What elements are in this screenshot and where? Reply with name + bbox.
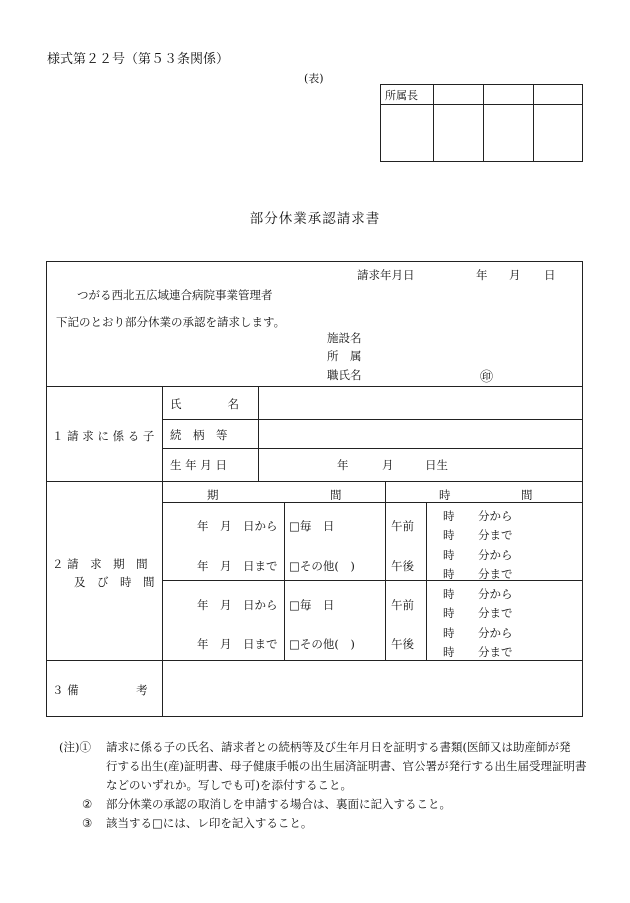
side-indicator: (表) bbox=[304, 72, 324, 85]
period-to[interactable]: 年 月 日まで bbox=[197, 637, 278, 651]
position-name-label: 職氏名 bbox=[327, 368, 362, 382]
approval-stamp-table bbox=[380, 84, 583, 162]
divider bbox=[47, 660, 582, 661]
stamp-box[interactable] bbox=[434, 105, 484, 162]
divider bbox=[284, 502, 285, 660]
section3-label: ３ 備 考 bbox=[52, 683, 148, 697]
child-name-field[interactable] bbox=[307, 392, 577, 416]
relation-label: 続 柄 等 bbox=[170, 428, 228, 442]
seal-mark: ㊞ bbox=[480, 370, 494, 385]
hour-label[interactable]: 時 bbox=[443, 567, 455, 581]
birth-month[interactable]: 月 bbox=[382, 458, 394, 472]
note-3: 該当する□には、レ印を記入すること。 bbox=[106, 816, 313, 830]
time-header-2: 間 bbox=[521, 488, 533, 502]
request-form bbox=[46, 261, 583, 717]
minute-to-label[interactable]: 分まで bbox=[478, 645, 513, 659]
request-date-year[interactable]: 年 bbox=[476, 268, 488, 282]
period-header-1: 期 bbox=[207, 488, 219, 502]
request-statement: 下記のとおり部分休業の承認を請求します。 bbox=[56, 315, 286, 329]
request-date-day[interactable]: 日 bbox=[544, 268, 556, 282]
period-to[interactable]: 年 月 日まで bbox=[197, 559, 278, 573]
pm-label: 午後 bbox=[391, 637, 414, 651]
other-checkbox[interactable]: □その他( ) bbox=[289, 559, 355, 573]
minute-from-label[interactable]: 分から bbox=[478, 626, 513, 640]
birthdate-label: 生 年 月 日 bbox=[170, 458, 227, 472]
divider bbox=[162, 502, 582, 503]
minute-from-label[interactable]: 分から bbox=[478, 587, 513, 601]
minute-to-label[interactable]: 分まで bbox=[478, 528, 513, 542]
note-2-mark: ② bbox=[82, 797, 93, 811]
stamp-cell[interactable] bbox=[534, 85, 583, 105]
hour-label[interactable]: 時 bbox=[443, 645, 455, 659]
stamp-label: 所属長 bbox=[381, 85, 434, 105]
child-name-label: 氏 名 bbox=[170, 397, 239, 411]
stamp-box[interactable] bbox=[484, 105, 534, 162]
divider bbox=[162, 448, 582, 449]
divider bbox=[162, 419, 582, 420]
note-1-line-1: 請求に係る子の氏名、請求者との続柄等及び生年月日を証明する書類(医師又は助産師が発 bbox=[106, 740, 571, 754]
pm-label: 午後 bbox=[391, 559, 414, 573]
affiliation-label: 所 属 bbox=[327, 349, 362, 363]
section2-label-line2: 及 び 時 間 bbox=[74, 575, 155, 589]
request-date-label: 請求年月日 bbox=[357, 268, 415, 282]
remarks-field[interactable] bbox=[167, 666, 577, 712]
divider bbox=[162, 580, 582, 581]
am-label: 午前 bbox=[391, 598, 414, 612]
document-title: 部分休業承認請求書 bbox=[249, 211, 381, 227]
divider bbox=[426, 502, 427, 660]
stamp-box[interactable] bbox=[381, 105, 434, 162]
birth-year[interactable]: 年 bbox=[337, 458, 349, 472]
stamp-box[interactable] bbox=[534, 105, 583, 162]
divider bbox=[385, 481, 386, 660]
note-2: 部分休業の承認の取消しを申請する場合は、裏面に記入すること。 bbox=[106, 797, 451, 811]
minute-to-label[interactable]: 分まで bbox=[478, 567, 513, 581]
section1-label: １ 請 求 に 係 る 子 bbox=[52, 429, 155, 443]
relation-field[interactable] bbox=[307, 422, 577, 446]
section2-label-line1: ２ 請 求 期 間 bbox=[52, 557, 148, 571]
period-from[interactable]: 年 月 日から bbox=[197, 519, 278, 533]
minute-to-label[interactable]: 分まで bbox=[478, 606, 513, 620]
note-prefix: (注)① bbox=[59, 740, 91, 754]
note-1-line-2: 行する出生(産)証明書、母子健康手帳の出生届済証明書、官公署が発行する出生届受理証明書 bbox=[106, 759, 587, 773]
divider bbox=[162, 386, 163, 716]
divider bbox=[258, 386, 259, 481]
hour-label[interactable]: 時 bbox=[443, 548, 455, 562]
note-1-line-3: などのいずれか。写しでも可)を添付すること。 bbox=[106, 778, 352, 792]
period-header-2: 間 bbox=[330, 488, 342, 502]
birth-day[interactable]: 日生 bbox=[425, 458, 448, 472]
note-3-mark: ③ bbox=[82, 816, 93, 830]
minute-from-label[interactable]: 分から bbox=[478, 548, 513, 562]
period-from[interactable]: 年 月 日から bbox=[197, 598, 278, 612]
minute-from-label[interactable]: 分から bbox=[478, 509, 513, 523]
other-checkbox[interactable]: □その他( ) bbox=[289, 637, 355, 651]
facility-label: 施設名 bbox=[327, 331, 362, 345]
divider bbox=[47, 481, 582, 482]
stamp-cell[interactable] bbox=[484, 85, 534, 105]
hour-label[interactable]: 時 bbox=[443, 606, 455, 620]
divider bbox=[47, 386, 582, 387]
request-date-month[interactable]: 月 bbox=[509, 268, 521, 282]
time-header-1: 時 bbox=[439, 488, 451, 502]
am-label: 午前 bbox=[391, 519, 414, 533]
form-number: 様式第２２号（第５３条関係） bbox=[47, 52, 230, 67]
addressee: つがる西北五広域連合病院事業管理者 bbox=[77, 288, 273, 302]
hour-label[interactable]: 時 bbox=[443, 528, 455, 542]
hour-label[interactable]: 時 bbox=[443, 509, 455, 523]
daily-checkbox[interactable]: □毎 日 bbox=[289, 598, 335, 612]
notes bbox=[59, 738, 586, 833]
hour-label[interactable]: 時 bbox=[443, 626, 455, 640]
hour-label[interactable]: 時 bbox=[443, 587, 455, 601]
daily-checkbox[interactable]: □毎 日 bbox=[289, 519, 335, 533]
stamp-cell[interactable] bbox=[434, 85, 484, 105]
